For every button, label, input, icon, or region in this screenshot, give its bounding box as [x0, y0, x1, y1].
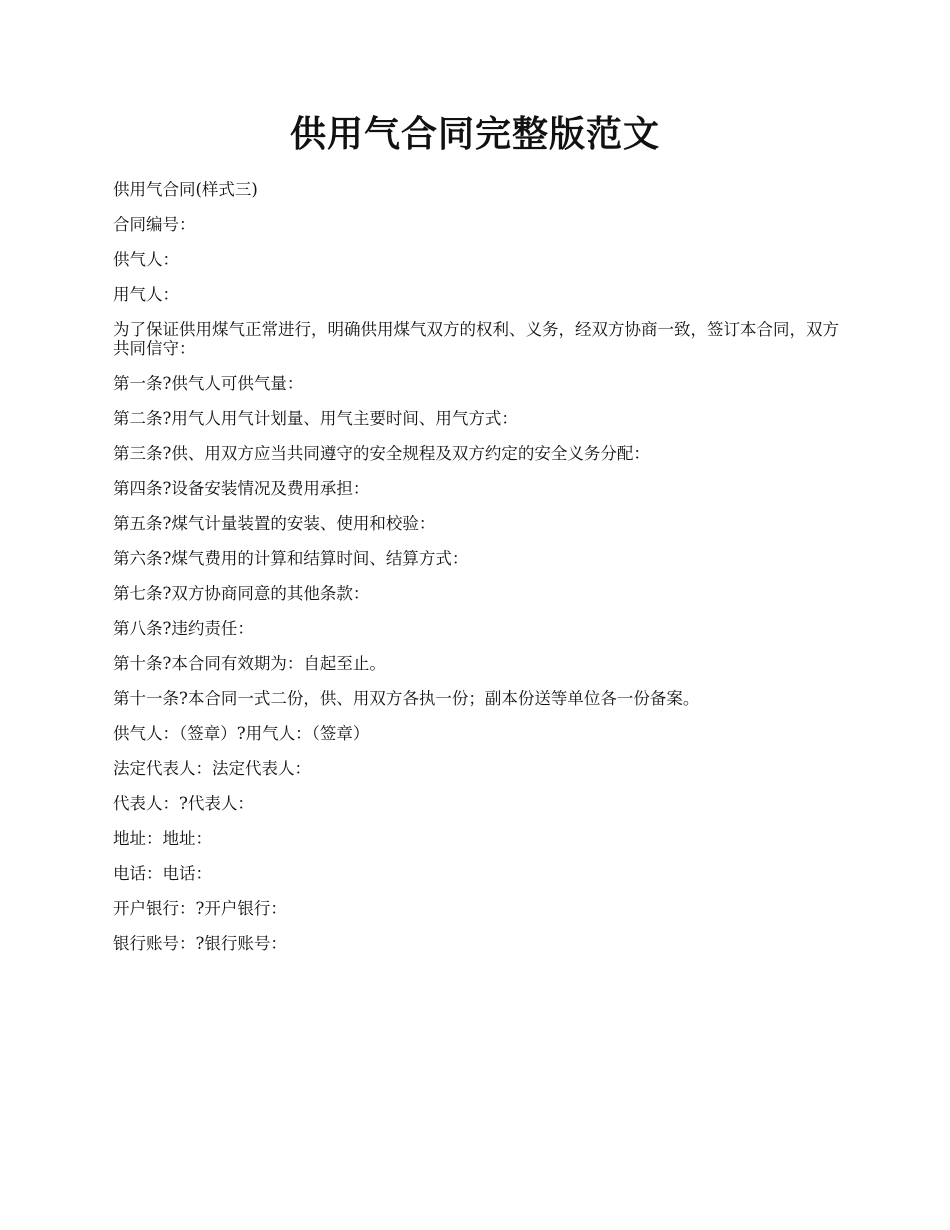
paragraph-article-7: 第七条?双方协商同意的其他条款： — [113, 584, 370, 603]
paragraph-bank: 开户银行：?开户银行： — [113, 899, 287, 918]
document-body — [113, 180, 843, 969]
paragraph-preamble: 为了保证供用煤气正常进行，明确供用煤气双方的权利、义务，经双方协商一致，签订本合同，双方共同信守： — [113, 320, 839, 358]
paragraph-article-3: 第三条?供、用双方应当共同遵守的安全规程及双方约定的安全义务分配： — [113, 444, 650, 463]
paragraph-article-4: 第四条?设备安装情况及费用承担： — [113, 479, 370, 498]
document-title: 供用气合同完整版范文 — [289, 113, 660, 155]
paragraph-address: 地址：地址： — [113, 829, 212, 848]
paragraph-article-6: 第六条?煤气费用的计算和结算时间、结算方式： — [113, 549, 469, 568]
paragraph-bank-account: 银行账号：?银行账号： — [113, 934, 287, 953]
paragraph-article-5: 第五条?煤气计量装置的安装、使用和校验： — [113, 514, 436, 533]
paragraph-phone: 电话：电话： — [113, 864, 212, 883]
paragraph-article-1: 第一条?供气人可供气量： — [113, 374, 304, 393]
paragraph-article-2: 第二条?用气人用气计划量、用气主要时间、用气方式： — [113, 409, 518, 428]
paragraph-signatures: 供气人：（签章）?用气人：（签章） — [113, 724, 370, 743]
paragraph-consumer: 用气人： — [113, 285, 179, 304]
paragraph-representative: 代表人：?代表人： — [113, 794, 254, 813]
paragraph-contract-style: 供用气合同(样式三) — [113, 180, 258, 199]
paragraph-legal-representative: 法定代表人：法定代表人： — [113, 759, 311, 778]
paragraph-contract-number: 合同编号： — [113, 215, 196, 234]
paragraph-article-10: 第十条?本合同有效期为：自起至止。 — [113, 654, 386, 673]
paragraph-supplier: 供气人： — [113, 250, 179, 269]
paragraph-article-11: 第十一条?本合同一式二份，供、用双方各执一份；副本份送等单位各一份备案。 — [113, 689, 700, 708]
paragraph-article-8: 第八条?违约责任： — [113, 619, 254, 638]
